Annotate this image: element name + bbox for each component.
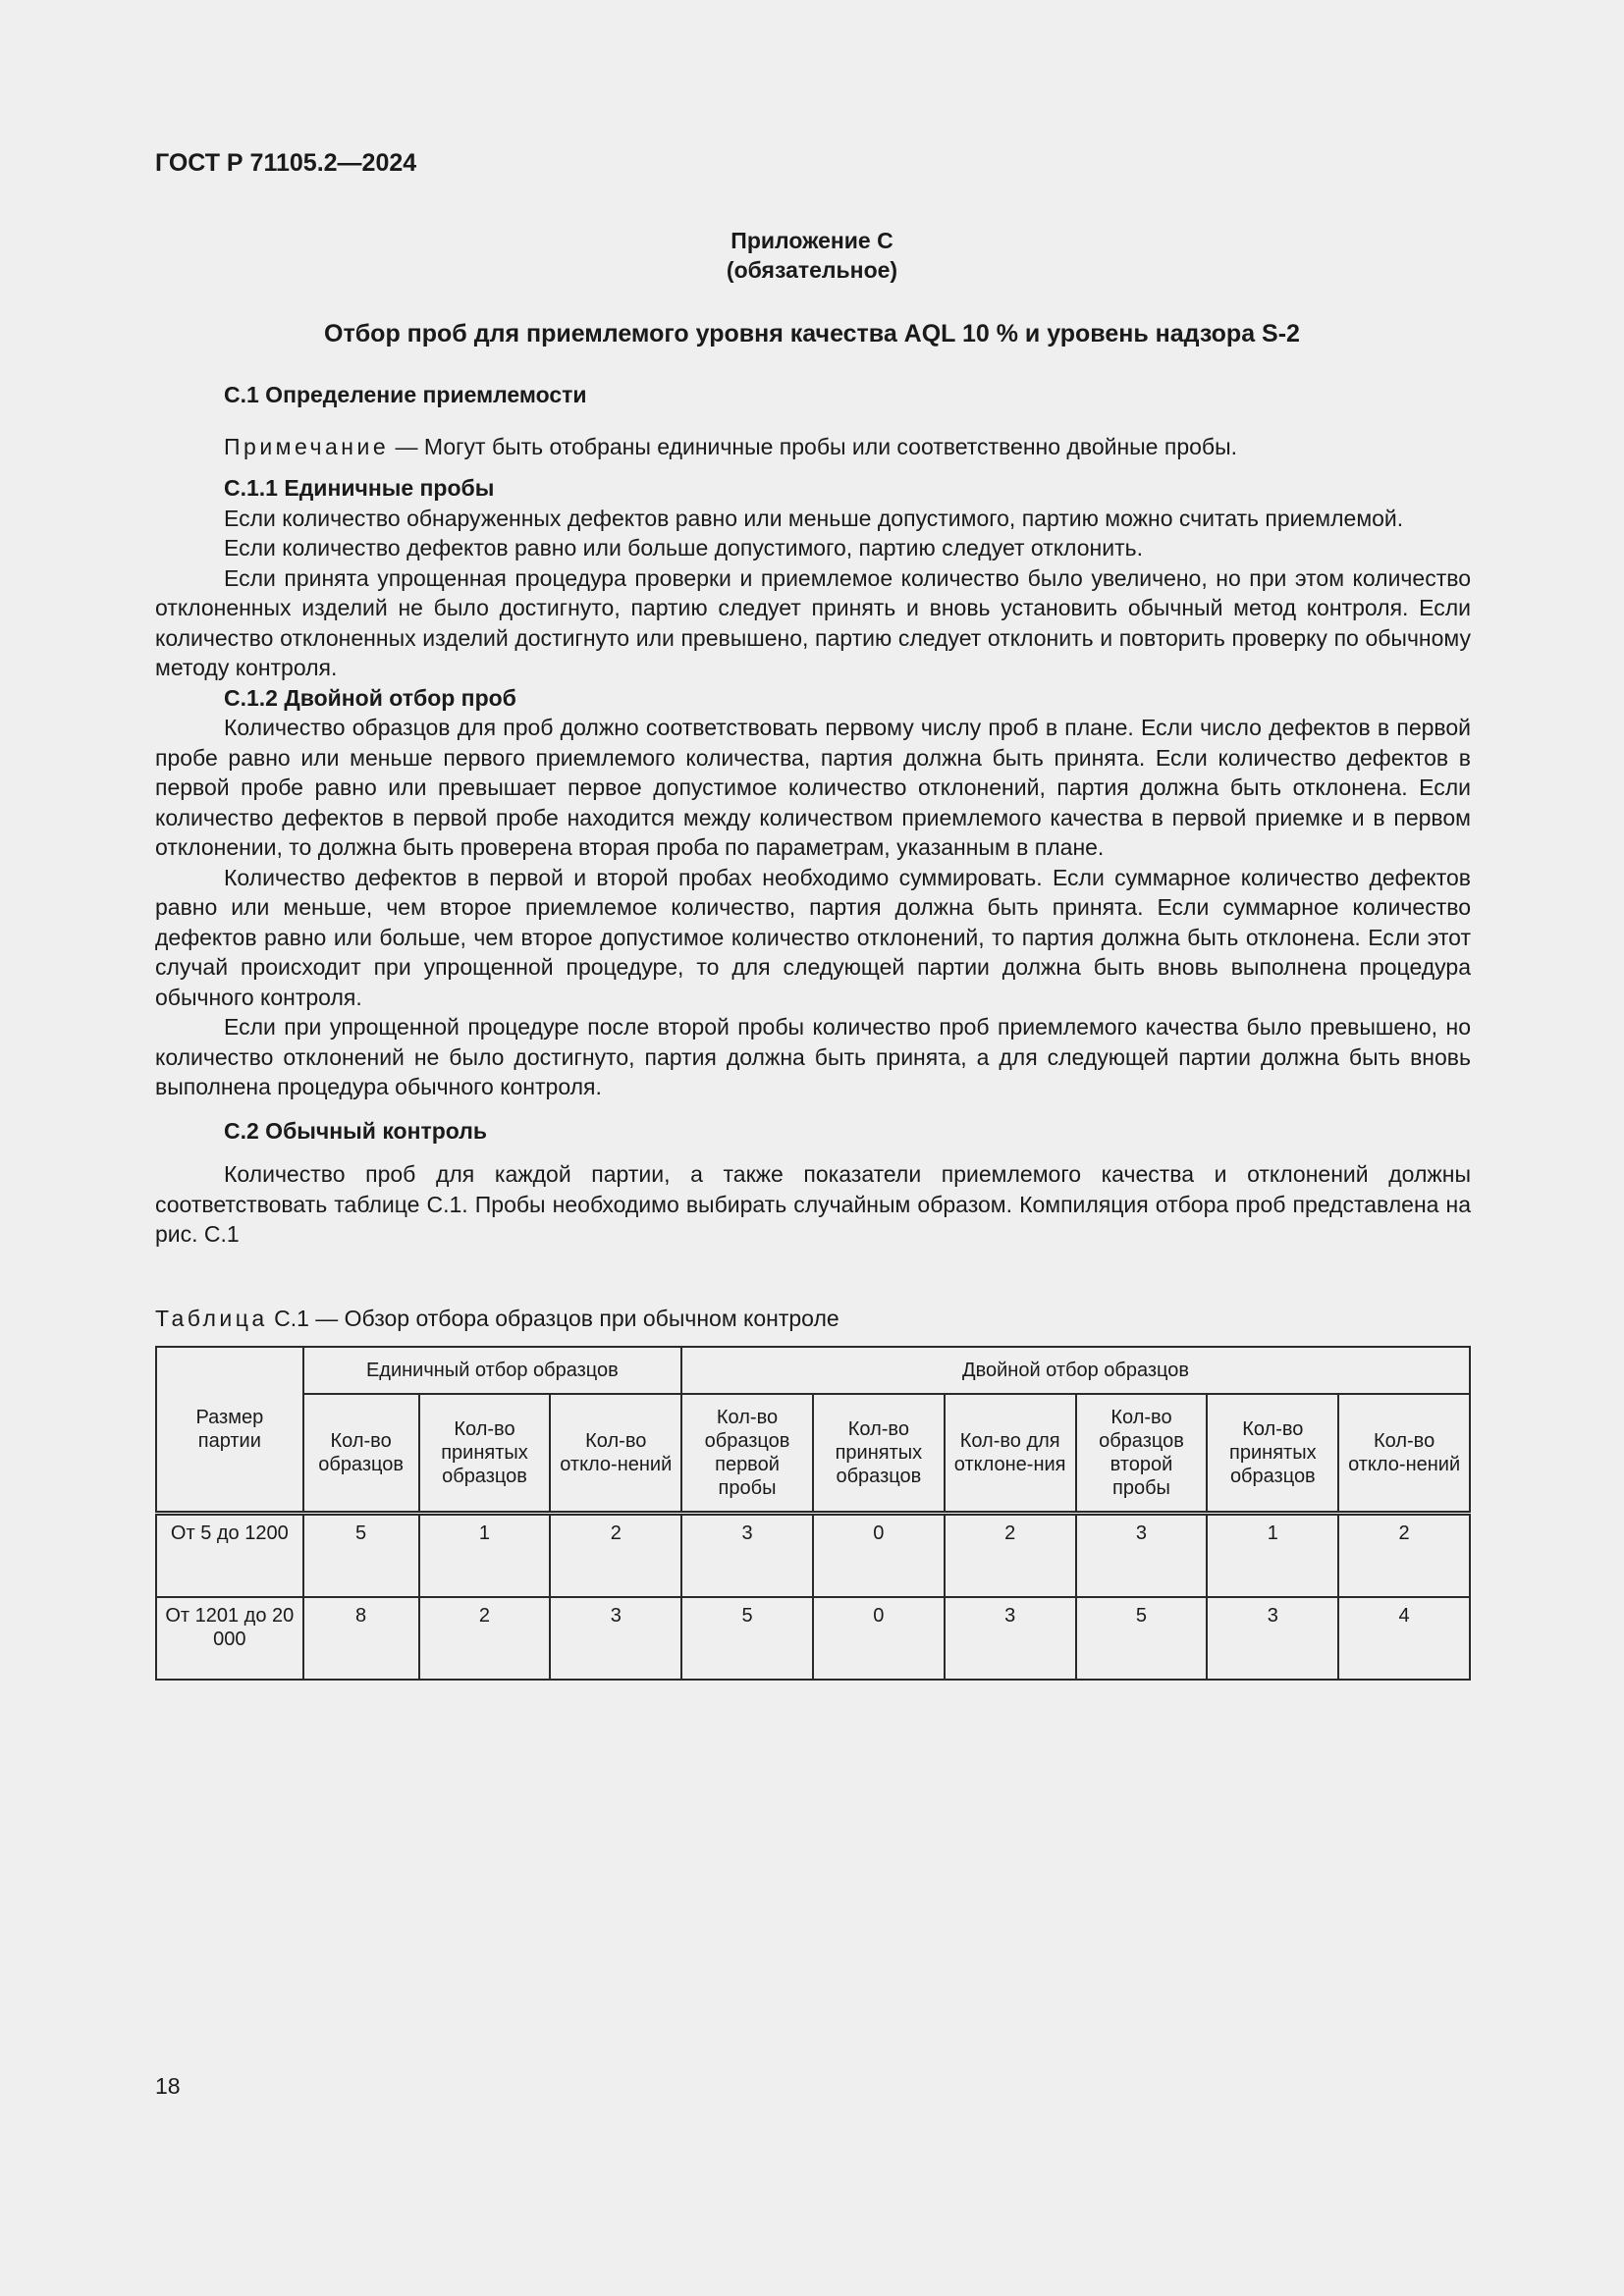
table-cell: 5 bbox=[1076, 1597, 1208, 1680]
subheader-cell: Кол-во образцов первой пробы bbox=[681, 1394, 813, 1514]
header-lot-size: Размер партии bbox=[156, 1347, 303, 1514]
paragraph: Количество дефектов в первой и второй пробах необходимо суммировать. Если суммарное количество дефектов равно или меньше, чем второе приемлемое количество, партия должна быть принята. Если суммарное количество дефектов равно или больше, чем второе допустимое количество отклонений, то партия должна быть отклонена. Если этот случай происходит при упрощенной процедуре, то для следующей партии должна быть вновь выполнена процедура обычного контроля. bbox=[155, 864, 1471, 1010]
table-cell: 3 bbox=[681, 1514, 813, 1598]
table-cell: 1 bbox=[1207, 1514, 1338, 1598]
table-caption-label: Таблица bbox=[155, 1306, 268, 1331]
table-row bbox=[156, 1597, 1470, 1680]
table-header-row bbox=[156, 1347, 1470, 1394]
table-cell: 4 bbox=[1338, 1597, 1470, 1680]
page-number: 18 bbox=[155, 2073, 181, 2099]
main-title: Отбор проб для приемлемого уровня качества AQL 10 % и уровень надзора S-2 bbox=[324, 320, 1300, 347]
note-label: Примечание bbox=[224, 433, 390, 459]
paragraph: Если количество дефектов равно или больше допустимого, партию следует отклонить. bbox=[224, 535, 1143, 561]
table-cell: 2 bbox=[550, 1514, 681, 1598]
document-code: ГОСТ Р 71105.2—2024 bbox=[155, 149, 417, 177]
subheader-cell: Кол-во откло-нений bbox=[1338, 1394, 1470, 1514]
section-c2-heading: C.2 Обычный контроль bbox=[224, 1117, 488, 1144]
table-cell: 3 bbox=[1207, 1597, 1338, 1680]
header-single-sampling: Единичный отбор образцов bbox=[303, 1347, 681, 1394]
section-c1 bbox=[155, 380, 1471, 1250]
table-row bbox=[156, 1514, 1470, 1598]
paragraph: Если количество обнаруженных дефектов равно или меньше допустимого, партию можно считать приемлемой. bbox=[224, 505, 1404, 531]
table-caption-text: C.1 — Обзор отбора образцов при обычном контроле bbox=[267, 1306, 839, 1331]
subheader-cell: Кол-во принятых образцов bbox=[1207, 1394, 1338, 1514]
table-cell: 5 bbox=[681, 1597, 813, 1680]
paragraph: Количество образцов для проб должно соответствовать первому числу проб в плане. Если число дефектов в первой пробе равно или меньше первого приемлемого количества, партия должна быть принята. Если количество дефектов в первой пробе равно или превышает первое допустимое количество отклонений, партия должна быть отклонена. Если количество дефектов в первой пробе находится между количеством приемлемого качества в первой приемке и в первом отклонении, то должна быть проверена вторая проба по параметрам, указанным в плане. bbox=[155, 715, 1471, 860]
section-c1-1-heading: C.1.1 Единичные пробы bbox=[224, 475, 495, 501]
table-cell: 8 bbox=[303, 1597, 419, 1680]
table-cell: 5 bbox=[303, 1514, 419, 1598]
subheader-cell: Кол-во образцов bbox=[303, 1394, 419, 1514]
table-caption bbox=[155, 1306, 839, 1332]
table-cell: 2 bbox=[419, 1597, 551, 1680]
table-cell: 1 bbox=[419, 1514, 551, 1598]
table-cell: 0 bbox=[813, 1514, 945, 1598]
subheader-cell: Кол-во образцов второй пробы bbox=[1076, 1394, 1208, 1514]
appendix-title: Приложение С bbox=[731, 228, 893, 253]
table-cell: 3 bbox=[1076, 1514, 1208, 1598]
subheader-cell: Кол-во откло-нений bbox=[550, 1394, 681, 1514]
table-cell: 2 bbox=[945, 1514, 1076, 1598]
note-text: — Могут быть отобраны единичные пробы или соответственно двойные пробы. bbox=[389, 433, 1237, 459]
table-cell: 0 bbox=[813, 1597, 945, 1680]
note-paragraph bbox=[155, 432, 1471, 462]
subheader-cell: Кол-во принятых образцов bbox=[813, 1394, 945, 1514]
paragraph: Если принята упрощенная процедура проверки и приемлемое количество было увеличено, но при этом количество отклоненных изделий не было достигнуто, партию следует принять и вновь установить обычный метод контроля. Если количество отклоненных изделий достигнуто или превышено, партию следует отклонить и повторить проверку по обычному методу контроля. bbox=[155, 564, 1471, 680]
lot-size-cell: От 1201 до 20 000 bbox=[156, 1597, 303, 1680]
table-subheader-row bbox=[156, 1394, 1470, 1514]
section-c1-heading: C.1 Определение приемлемости bbox=[224, 382, 587, 407]
header-double-sampling: Двойной отбор образцов bbox=[681, 1347, 1470, 1394]
subheader-cell: Кол-во принятых образцов bbox=[419, 1394, 551, 1514]
table-cell: 3 bbox=[945, 1597, 1076, 1680]
sampling-table bbox=[155, 1346, 1471, 1681]
table-cell: 3 bbox=[550, 1597, 681, 1680]
appendix-subtitle: (обязательное) bbox=[726, 257, 898, 283]
subheader-cell: Кол-во для отклоне-ния bbox=[945, 1394, 1076, 1514]
lot-size-cell: От 5 до 1200 bbox=[156, 1514, 303, 1598]
table-cell: 2 bbox=[1338, 1514, 1470, 1598]
section-c1-2-heading: C.1.2 Двойной отбор проб bbox=[224, 684, 516, 711]
paragraph: Если при упрощенной процедуре после второй пробы количество проб приемлемого качества было превышено, но количество отклонений не было достигнуто, партия должна быть принята, а для следующей партии должна быть вновь выполнена процедура обычного контроля. bbox=[155, 1014, 1471, 1099]
paragraph: Количество проб для каждой партии, а также показатели приемлемого качества и отклонений должны соответствовать таблице C.1. Пробы необходимо выбирать случайным образом. Компиляция отбора проб представлена на рис. C.1 bbox=[155, 1161, 1471, 1247]
